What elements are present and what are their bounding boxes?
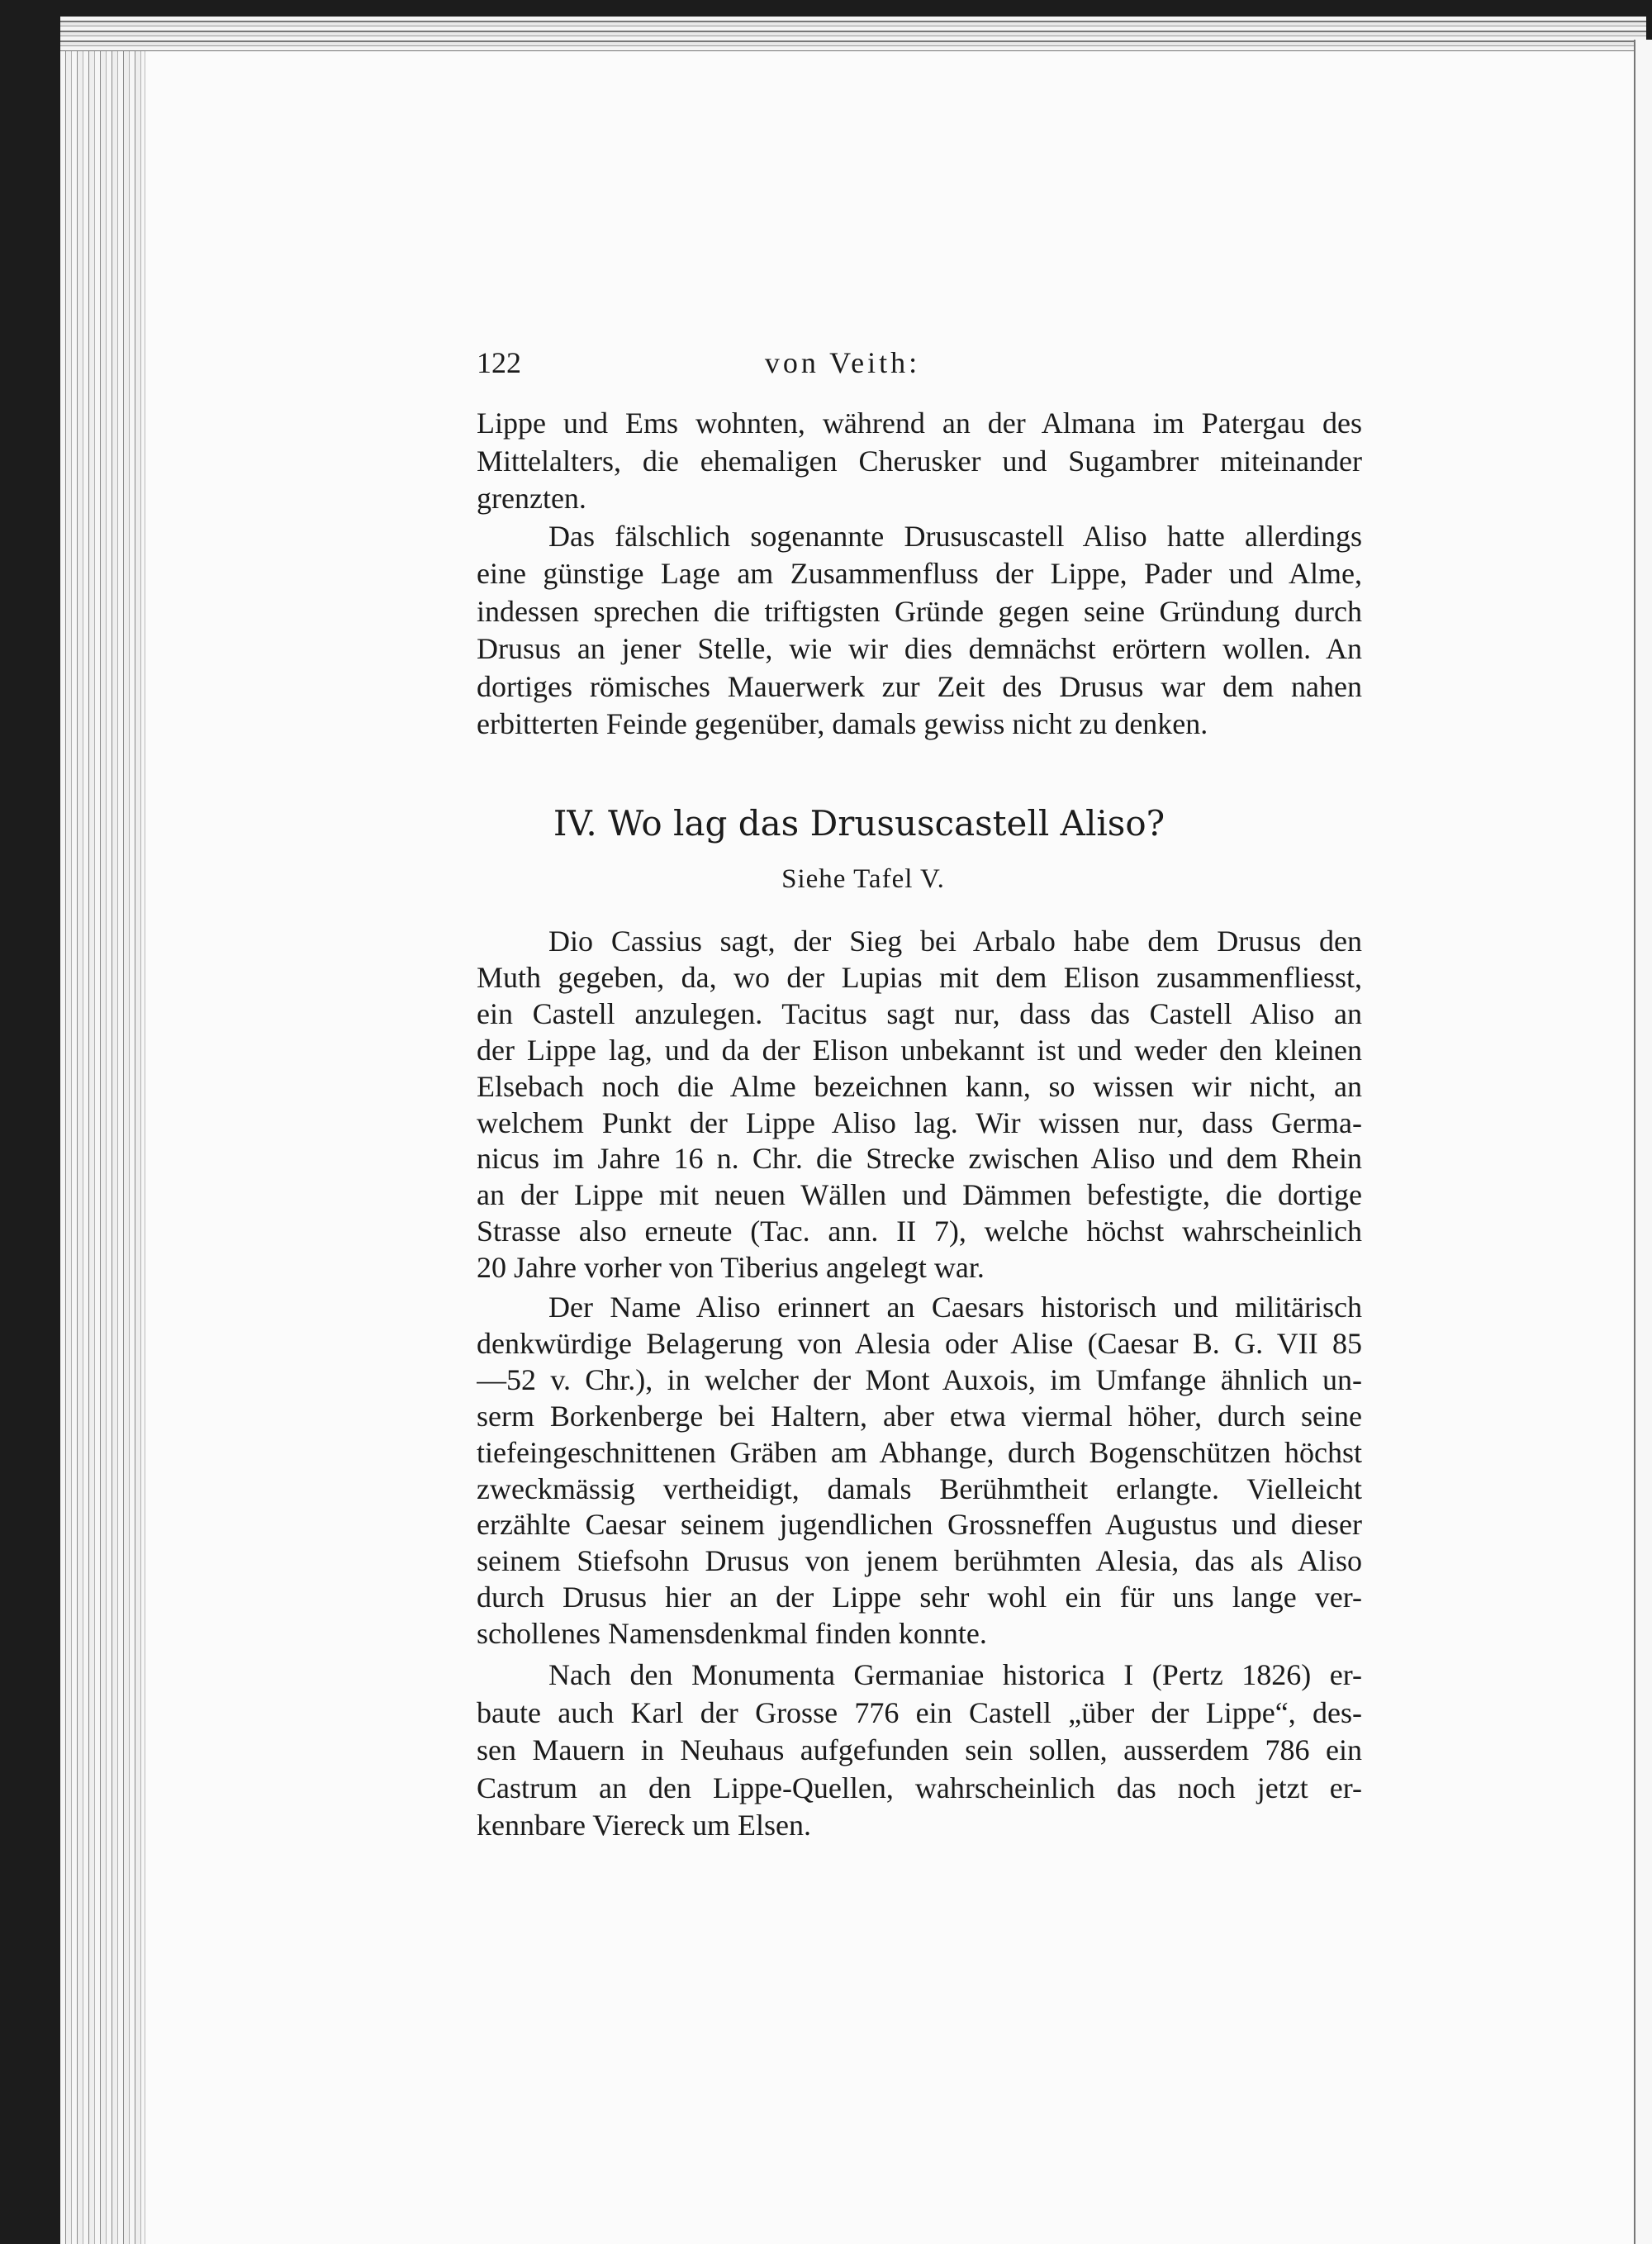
- text-line: baute auch Karl der Grosse 776 ein Castell „über der Lippe“, des-: [477, 1695, 1362, 1729]
- text-line: Muth gegeben, da, wo der Lupias mit dem Elison zusammenfliesst,: [477, 960, 1362, 994]
- text-line: Castrum an den Lippe-Quellen, wahrscheinlich das noch jetzt er-: [477, 1771, 1362, 1804]
- text-line: welchem Punkt der Lippe Aliso lag. Wir wissen nur, dass Germa-: [477, 1105, 1362, 1139]
- text-line: Das fälschlich sogenannte Drususcastell Aliso hatte allerdings: [548, 519, 1362, 553]
- section-subheading: Siehe Tafel V.: [781, 864, 945, 894]
- text-line: Dio Cassius sagt, der Sieg bei Arbalo habe dem Drusus den: [548, 925, 1362, 958]
- text-line: seinem Stiefsohn Drusus von jenem berühmten Alesia, das als Aliso: [477, 1544, 1362, 1578]
- text-line: Der Name Aliso erinnert an Caesars historisch und militärisch: [548, 1291, 1362, 1324]
- text-line: sen Mauern in Neuhaus aufgefunden sein sollen, ausserdem 786 ein: [477, 1733, 1362, 1766]
- text-line: Strasse also erneute (Tac. ann. II 7), welche höchst wahrscheinlich: [477, 1215, 1362, 1248]
- text-line: nicus im Jahre 16 n. Chr. die Strecke zwischen Aliso und dem Rhein: [477, 1142, 1362, 1176]
- text-line: erbitterten Feinde gegenüber, damals gewiss nicht zu denken.: [477, 707, 1208, 740]
- text-line: Drusus an jener Stelle, wie wir dies demnächst erörtern wollen. An: [477, 632, 1362, 665]
- running-title: von Veith:: [764, 346, 921, 379]
- text-line: grenzten.: [477, 482, 586, 515]
- text-line: ein Castell anzulegen. Tacitus sagt nur, dass das Castell Aliso an: [477, 996, 1362, 1030]
- paragraph-1-and-2: [477, 405, 1362, 744]
- text-line: serm Borkenberge bei Haltern, aber etwa viermal höher, durch seine: [477, 1399, 1362, 1433]
- text-line: Mittelalters, die ehemaligen Cherusker und Sugambrer miteinander: [477, 444, 1362, 478]
- text-line: denkwürdige Belagerung von Alesia oder Alise (Caesar B. G. VII 85: [477, 1326, 1362, 1360]
- text-line: Elsebach noch die Alme bezeichnen kann, so wissen wir nicht, an: [477, 1069, 1362, 1103]
- text-line: indessen sprechen die triftigsten Gründe gegen seine Gründung durch: [477, 594, 1362, 628]
- book-page-stack-top: [60, 17, 1646, 51]
- text-line: an der Lippe mit neuen Wällen und Dämmen befestigte, die dortige: [477, 1178, 1362, 1212]
- paragraph-5: [477, 1657, 1362, 1845]
- text-line: Nach den Monumenta Germaniae historica I (Pertz 1826) er-: [548, 1658, 1362, 1691]
- section-heading: IV. Wo lag das Drususcastell Aliso?: [553, 803, 1165, 844]
- text-line: schollenes Namensdenkmal finden konnte.: [477, 1617, 987, 1651]
- text-line: der Lippe lag, und da der Elison unbekannt ist und weder den kleinen: [477, 1033, 1362, 1067]
- text-line: 20 Jahre vorher von Tiberius angelegt war.: [477, 1251, 985, 1285]
- text-line: tiefeingeschnittenen Gräben am Abhange, durch Bogenschützen höchst: [477, 1435, 1362, 1469]
- text-line: kennbare Viereck um Elsen.: [477, 1809, 812, 1842]
- paragraph-4: [477, 1290, 1362, 1652]
- text-line: Lippe und Ems wohnten, während an der Almana im Patergau des: [477, 406, 1362, 440]
- text-line: eine günstige Lage am Zusammenfluss der Lippe, Pader und Alme,: [477, 557, 1362, 590]
- text-line: erzählte Caesar seinem jugendlichen Grossneffen Augustus und dieser: [477, 1508, 1362, 1542]
- page-number: 122: [477, 346, 521, 379]
- text-line: dortiges römisches Mauerwerk zur Zeit des Drusus war dem nahen: [477, 669, 1362, 703]
- paragraph-3: [477, 924, 1362, 1286]
- text-line: —52 v. Chr.), in welcher der Mont Auxois, im Umfange ähnlich un-: [477, 1362, 1362, 1396]
- text-line: durch Drusus hier an der Lippe sehr wohl ein für uns lange ver-: [477, 1581, 1362, 1614]
- text-line: zweckmässig vertheidigt, damals Berühmtheit erlangte. Vielleicht: [477, 1471, 1362, 1505]
